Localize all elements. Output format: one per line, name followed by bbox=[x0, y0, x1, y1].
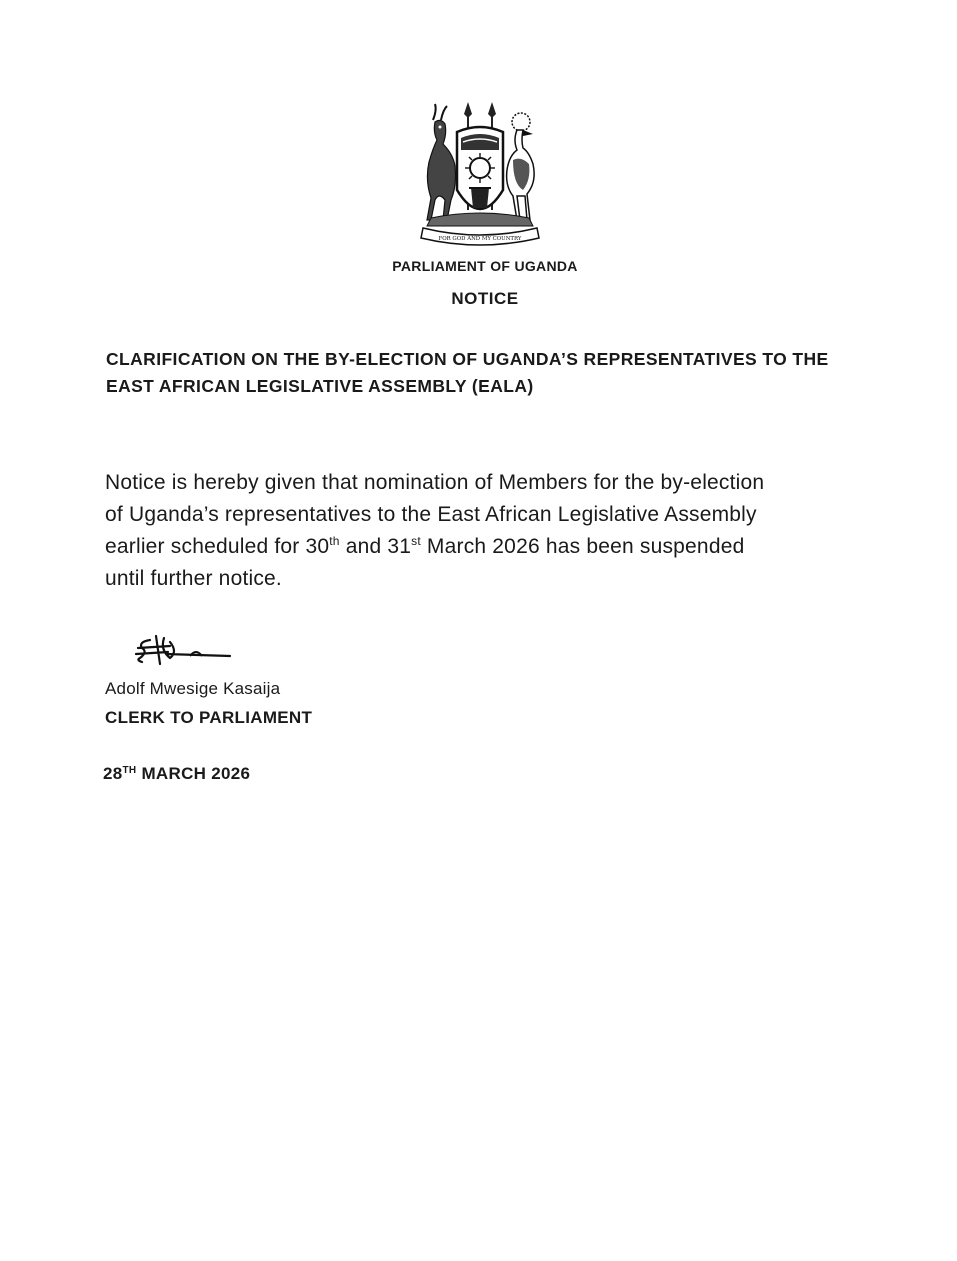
organization-name: PARLIAMENT OF UGANDA bbox=[392, 258, 578, 274]
signatory-name: Adolf Mwesige Kasaija bbox=[105, 679, 281, 698]
date-day-suffix: TH bbox=[122, 765, 137, 776]
handwritten-signature bbox=[130, 630, 240, 670]
notice-date bbox=[103, 764, 250, 784]
body-line-4: until further notice. bbox=[105, 567, 282, 590]
date-day: 28 bbox=[103, 764, 123, 783]
body-line-3-part-b: and 31 bbox=[339, 535, 412, 558]
ordinal-suffix-th: th bbox=[329, 534, 340, 548]
notice-body bbox=[105, 467, 865, 595]
heading-line-2: EAST AFRICAN LEGISLATIVE ASSEMBLY (EALA) bbox=[106, 376, 534, 396]
coat-of-arms-icon bbox=[413, 100, 547, 252]
body-line-3-part-a: earlier scheduled for 30 bbox=[105, 535, 330, 558]
body-line-2: of Uganda’s representatives to the East African Legislative Assembly bbox=[105, 503, 757, 526]
date-month-year: MARCH 2026 bbox=[136, 764, 251, 783]
body-line-3-part-c: March 2026 has been suspended bbox=[420, 535, 745, 558]
body-line-1: Notice is hereby given that nomination of Members for the by-election bbox=[105, 471, 765, 494]
ordinal-suffix-st: st bbox=[411, 534, 421, 548]
coat-of-arms-emblem bbox=[413, 100, 547, 252]
signature-icon bbox=[130, 630, 240, 670]
body-line-3 bbox=[105, 531, 865, 563]
document-type-label: NOTICE bbox=[451, 289, 519, 308]
heading-line-1: CLARIFICATION ON THE BY-ELECTION OF UGANDA’S REPRESENTATIVES TO THE bbox=[106, 349, 829, 369]
signatory-title: CLERK TO PARLIAMENT bbox=[105, 708, 313, 727]
crest-motto: FOR GOD AND MY COUNTRY bbox=[438, 236, 522, 242]
notice-heading bbox=[106, 346, 866, 400]
